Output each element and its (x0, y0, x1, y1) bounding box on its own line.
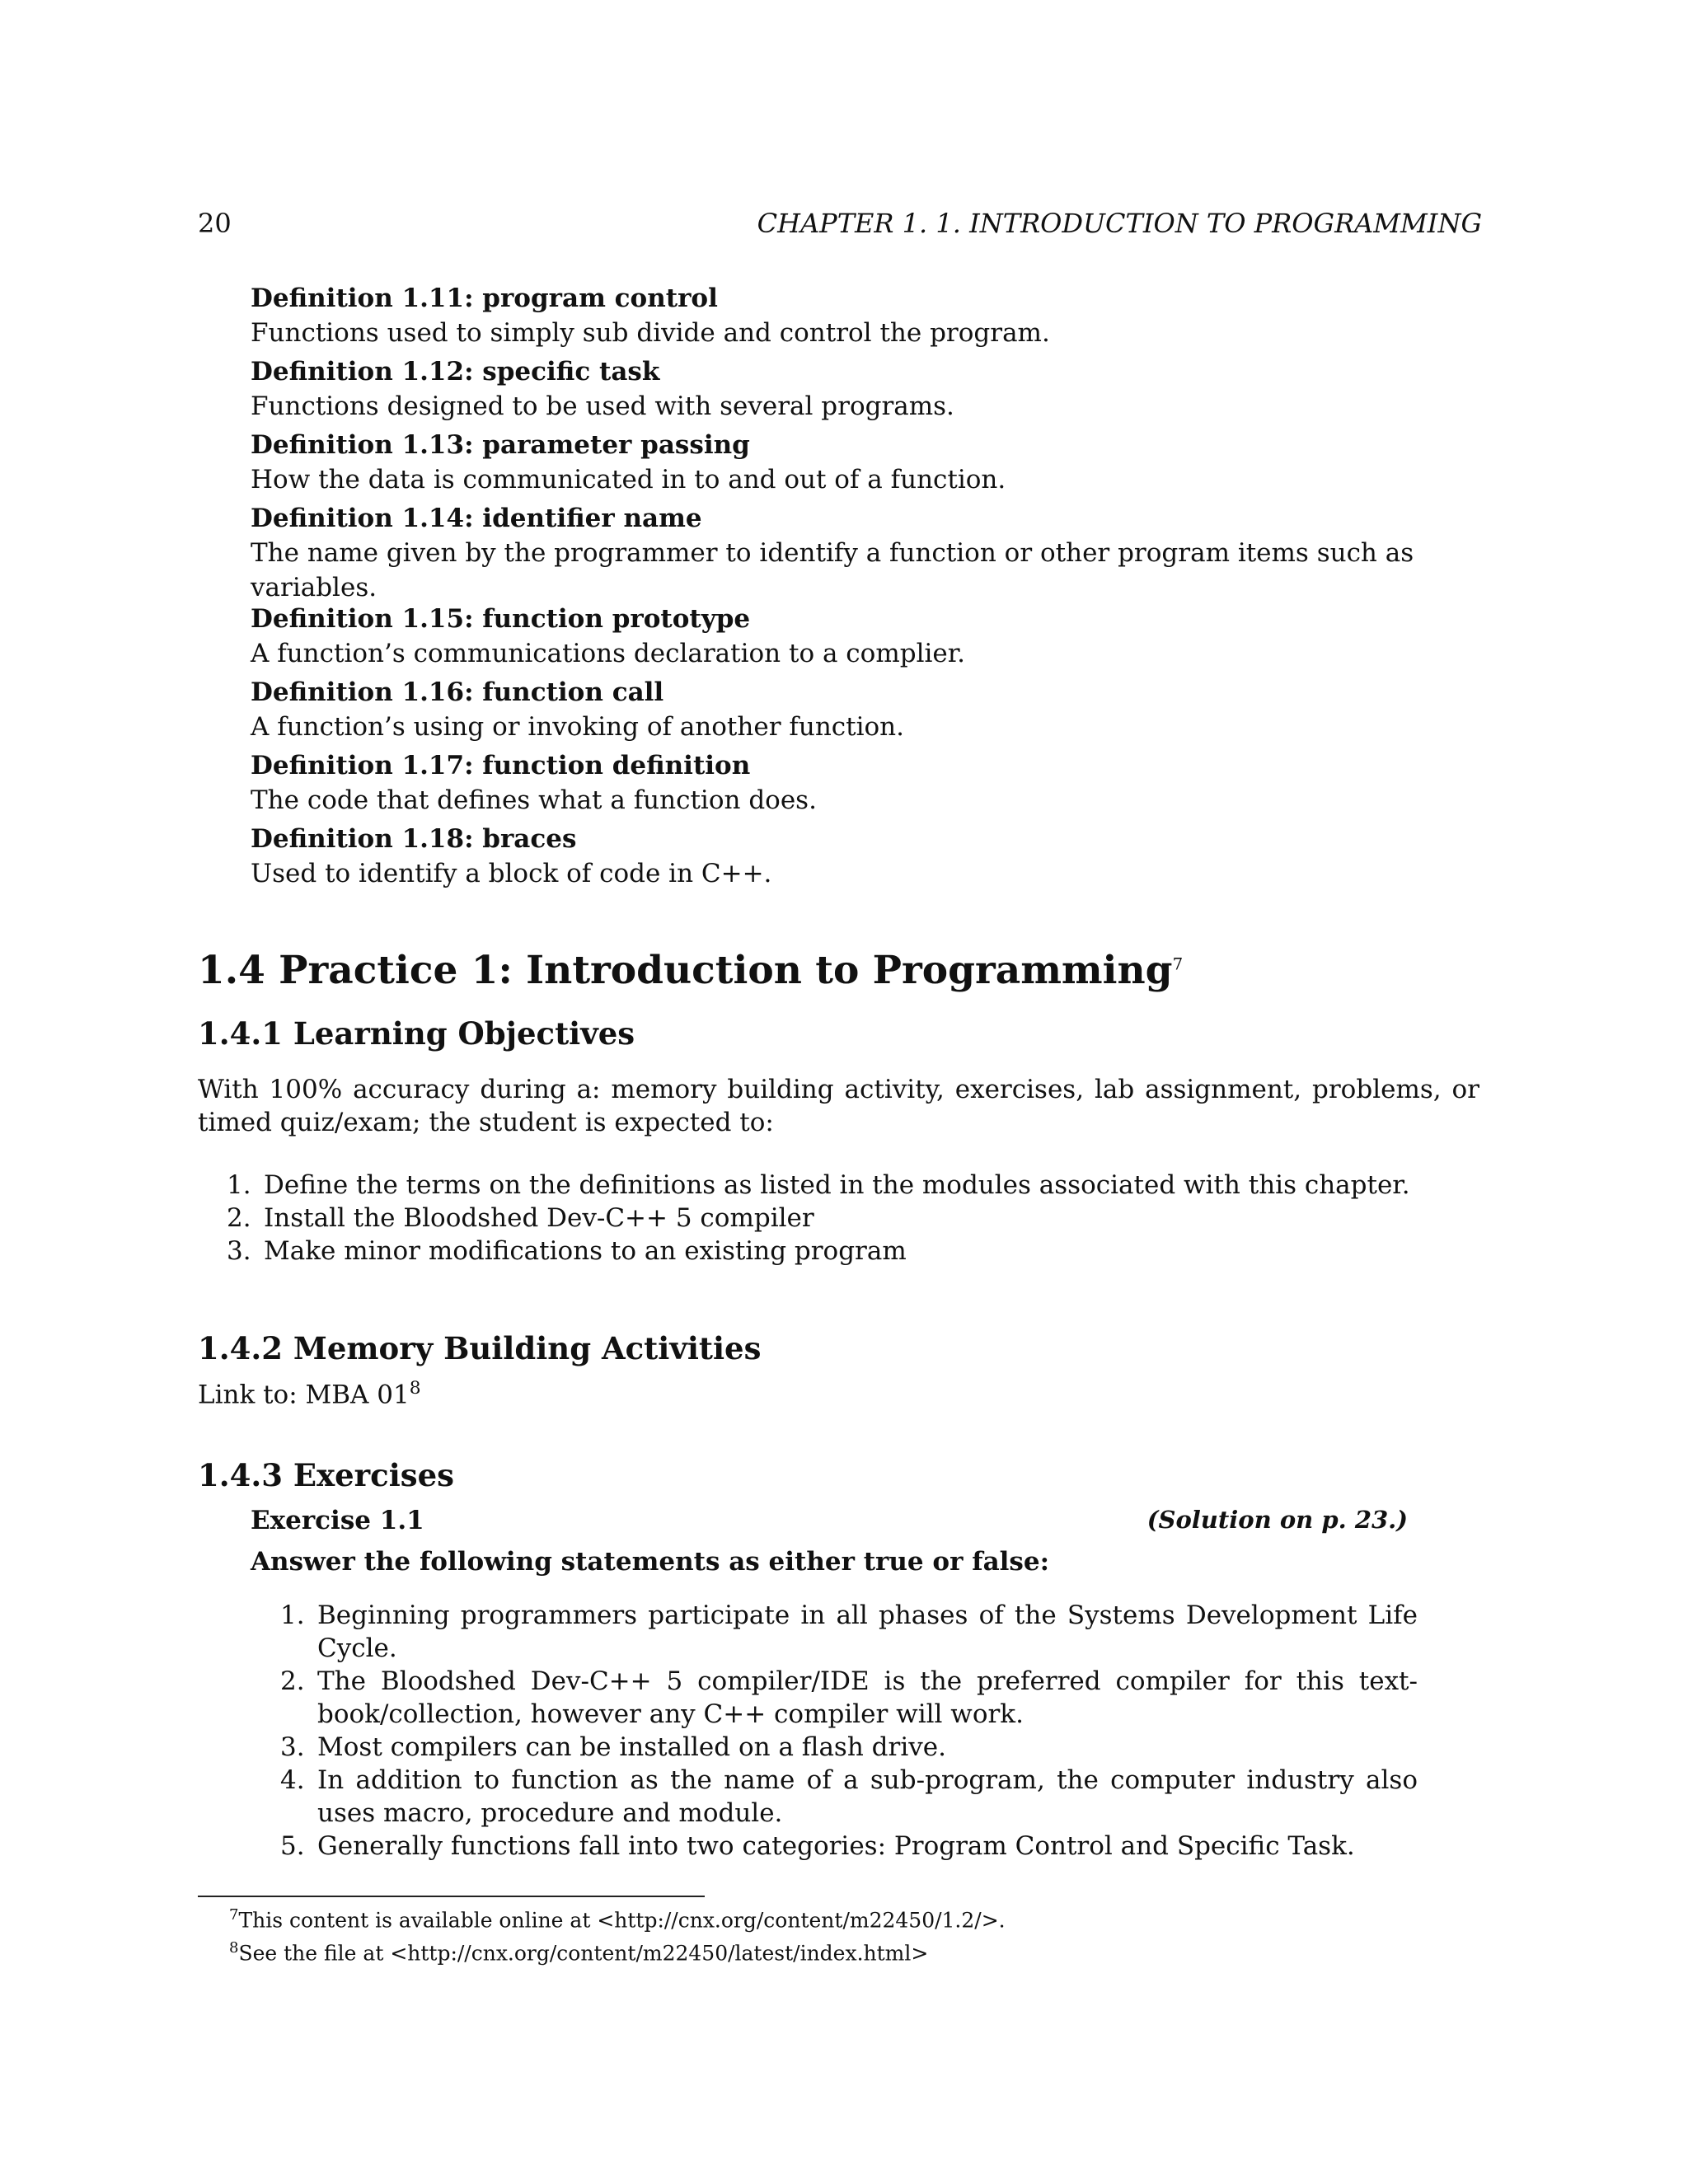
list-number: 3. (280, 1732, 305, 1762)
definition-term: Definition 1.14: identifier name (251, 504, 702, 533)
footnote-text[interactable]: See the file at <http://cnx.org/content/m22450/latest/index.html> (238, 1941, 929, 1966)
definition-term: Definition 1.12: specific task (251, 357, 660, 387)
definition-item (251, 602, 1487, 671)
list-number: 1. (280, 1601, 305, 1630)
exercise-prompt: Answer the following statements as either true or false: (251, 1547, 1050, 1577)
list-item (280, 1731, 1418, 1764)
definition-term: Definition 1.16: function call (251, 677, 664, 707)
definition-item (251, 501, 1487, 602)
running-header: CHAPTER 1. 1. INTRODUCTION TO PROGRAMMING (757, 208, 1482, 239)
subsection-heading-exercises: 1.4.3 Exercises (198, 1457, 454, 1493)
subsection-heading-mba: 1.4.2 Memory Building Activities (198, 1330, 762, 1366)
mba-link[interactable] (198, 1378, 421, 1409)
definition-term: Definition 1.15: function prototype (251, 604, 751, 634)
definition-item (251, 675, 1487, 744)
list-number: 1. (227, 1170, 251, 1200)
section-title: 1.4 Practice 1: Introduction to Programming (198, 948, 1173, 993)
definition-term: Definition 1.13: parameter passing (251, 430, 750, 460)
list-text: Most compilers can be installed on a flash drive. (317, 1732, 946, 1762)
list-text: Define the terms on the definitions as listed in the modules associated with this chapter. (264, 1170, 1410, 1200)
list-item (227, 1169, 1463, 1202)
section-heading (198, 948, 1183, 993)
list-text: Make minor modifications to an existing program (264, 1236, 907, 1266)
definition-description: Functions used to simply sub divide and control the program. (251, 318, 1050, 348)
list-item (227, 1202, 1463, 1235)
mba-link-text[interactable]: Link to: MBA 01 (198, 1380, 410, 1410)
definition-description: A function’s communications declaration to a complier. (251, 639, 966, 668)
footnote-link[interactable]: 7 (1172, 954, 1184, 974)
footnotes (229, 1901, 1006, 1968)
exercise-title: Exercise 1.1 (251, 1506, 424, 1535)
footnote-divider (198, 1896, 705, 1897)
definition-item (251, 281, 1487, 350)
footnote (229, 1934, 1006, 1967)
list-item (227, 1235, 1463, 1268)
footnote (229, 1901, 1006, 1934)
footnote-link[interactable]: 8 (409, 1378, 421, 1399)
list-text: The Bloodshed Dev-C++ 5 compiler/IDE is the preferred compiler for this text-book/collection, however any C++ compiler will work. (317, 1666, 1418, 1729)
list-number: 4. (280, 1765, 305, 1795)
definition-item (251, 428, 1487, 497)
list-item (280, 1599, 1418, 1665)
definition-list (251, 281, 1487, 891)
list-item (280, 1665, 1418, 1731)
subsection-heading-objectives: 1.4.1 Learning Objectives (198, 1015, 635, 1052)
definition-description: Functions designed to be used with several programs. (251, 391, 954, 421)
objectives-list (227, 1169, 1463, 1268)
page-number: 20 (198, 208, 232, 239)
list-number: 2. (227, 1203, 251, 1233)
definition-description: Used to identify a block of code in C++. (251, 859, 772, 888)
objectives-intro: With 100% accuracy during a: memory building activity, exercises, lab assignment, problems, or timed quiz/exam; the student is expected to: (198, 1075, 1479, 1137)
definition-description: A function’s using or invoking of another function. (251, 712, 904, 742)
list-item (280, 1764, 1418, 1830)
footnote-mark: 7 (229, 1906, 239, 1924)
list-text: Beginning programmers participate in all phases of the Systems Development Life Cycle. (317, 1601, 1418, 1663)
definition-description: How the data is communicated in to and out of a function. (251, 465, 1006, 494)
list-number: 5. (280, 1831, 305, 1861)
definition-term: Definition 1.17: function definition (251, 751, 751, 780)
list-text: Install the Bloodshed Dev-C++ 5 compiler (264, 1203, 814, 1233)
exercise-list (280, 1599, 1418, 1863)
solution-link[interactable]: (Solution on p. 23.) (1146, 1506, 1408, 1534)
definition-description: The name given by the programmer to identify a function or other program items such as variables. (251, 538, 1414, 602)
list-number: 2. (280, 1666, 305, 1696)
footnote-mark: 8 (229, 1939, 239, 1957)
definition-term: Definition 1.18: braces (251, 824, 577, 854)
list-text: Generally functions fall into two categories: Program Control and Specific Task. (317, 1831, 1355, 1861)
list-number: 3. (227, 1236, 251, 1266)
list-text: In addition to function as the name of a sub-program, the computer industry also uses macro, procedure and module. (317, 1765, 1418, 1828)
definition-term: Definition 1.11: program control (251, 284, 718, 313)
definition-item (251, 822, 1487, 891)
definition-item (251, 354, 1487, 424)
list-item (280, 1830, 1418, 1863)
definition-description: The code that defines what a function does. (251, 785, 817, 815)
footnote-text[interactable]: This content is available online at <http://cnx.org/content/m22450/1.2/>. (238, 1908, 1006, 1933)
definition-item (251, 748, 1487, 818)
